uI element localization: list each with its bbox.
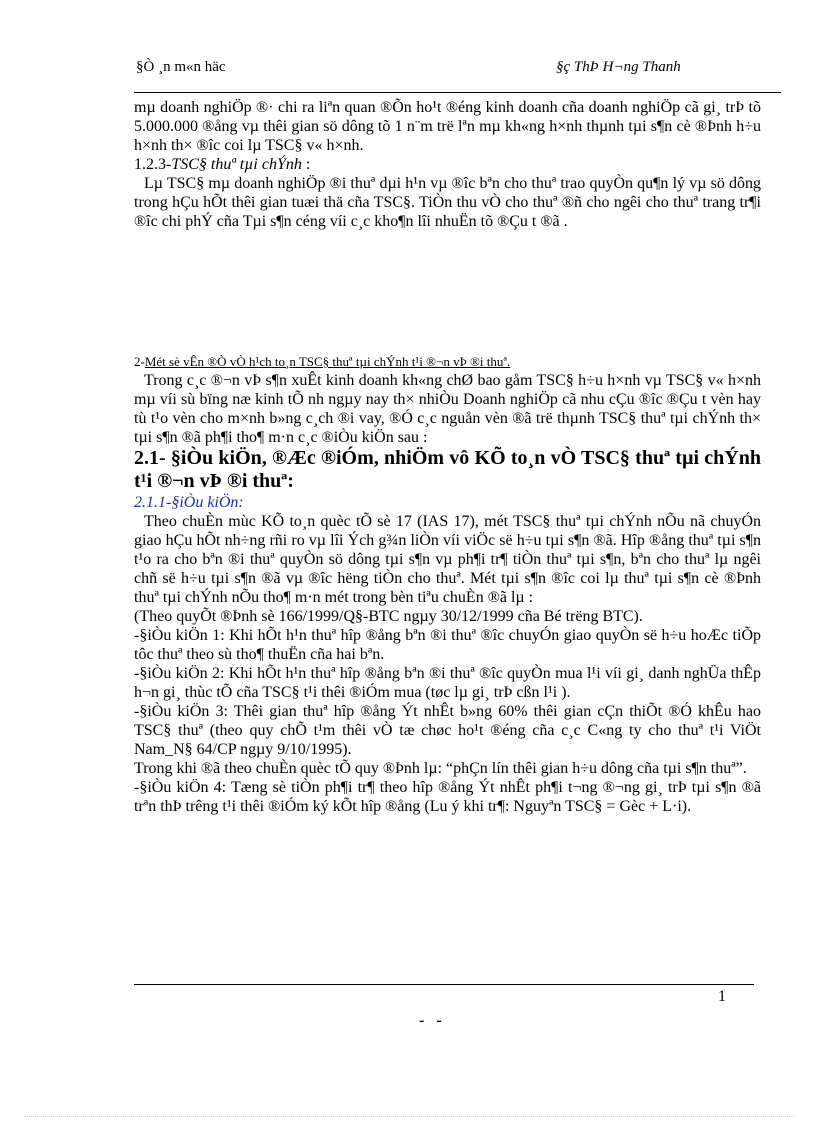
paragraph-definition: Lµ TSC§ mµ doanh nghiÖp ®i thuª dµi h¹n vµ ®îc bªn cho thuª trao quyÒn qu¶n lý vµ sö dông trong hÇu hÕt thêi gian tuæi thä cña TSC§. TiÒn thu vÒ cho thuª ®ñ cho ngêi cho thuª trang tr¶i ®îc chi phÝ cña Tµi s¶n céng víi c¸c kho¶n lîi nhuËn tõ ®Çu t ®ã . — [134, 175, 761, 230]
paragraph-intro: mµ doanh nghiÖp ®· chi ra liªn quan ®Õn ho¹t ®éng kinh doanh cña doanh nghiÖp cã gi¸ trÞ tõ 5.000.000 ®ång vµ thêi gian sö dông tõ 1 n¨m trë lªn mµ kh«ng h×nh thµnh tµi s¶n cè ®Þnh h÷u h×nh th× ®îc coi lµ TSC§ v« h×nh. — [134, 99, 761, 154]
section-2-heading — [134, 352, 761, 371]
heading-tail: : — [301, 156, 311, 173]
page-bottom-dotted-line — [24, 1116, 794, 1117]
heading-title: TSC§ thuª tµi chÝnh — [171, 156, 302, 173]
section-block-2 — [134, 352, 761, 816]
section-2-number: 2- — [134, 354, 145, 369]
paragraph-ias17: Theo chuÈn mùc KÕ to¸n quèc tÕ sè 17 (IAS 17), mét TSC§ thuª tµi chÝnh nÕu nã chuyÓn giao hÇu hÕt nh÷ng rñi ro vµ lîi Ých g¾n liÒn víi viÖc së h÷u tµi s¶n ®ã. Hîp ®ång thuª tµi s¶n t¹o ra cho bªn ®i thuª quyÒn sö dông tµi s¶n vµ ph¶i tr¶ tiÒn thuª tµi s¶n, bªn cho thuª lµ ngêi chñ së h÷u tµi s¶n ®ã vµ ®îc hëng tiÒn cho thuª. Mét tµi s¶n ®îc coi lµ thuª tµi s¶n cè ®Þnh thuª tµi chÝnh nÕu tho¶ m·n mét trong bèn tiªu chuÈn ®ã lµ : — [134, 513, 761, 606]
heading-number: 1.2.3- — [134, 156, 172, 173]
section-block-1 — [134, 98, 761, 231]
paragraph-international: Trong khi ®ã theo chuÈn quèc tÕ quy ®Þnh lµ: “phÇn lín thêi gian h÷u dông cña tµi s¶n thuª”. — [134, 760, 747, 777]
header-left-title: §Ò ¸n m«n häc — [136, 59, 226, 75]
paragraph-decision: (Theo quyÕt ®Þnh sè 166/1999/Q§-BTC ngµy 30/12/1999 cña Bé trëng BTC). — [134, 608, 643, 625]
heading-1-2-3 — [134, 155, 761, 174]
header-rule — [134, 92, 781, 93]
header-author: §ç ThÞ H¬ng Thanh — [556, 59, 681, 75]
page-number: 1 — [718, 988, 726, 1005]
paragraph-section-2: Trong c¸c ®¬n vÞ s¶n xuÊt kinh doanh kh«ng chØ bao gåm TSC§ h÷u h×nh vµ TSC§ v« h×nh mµ víi sù bïng næ kinh tÕ nh ngµy nay th× nhiÒu Doanh nghiÖp cã nhu cÇu ®îc ®Çu t vèn hay tù t¹o vèn cho m×nh b»ng c¸ch ®i vay, ®Ó c¸c nguån vèn ®ã trë thµnh TSC§ thuª tµi chÝnh th× tµi s¶n ®ã ph¶i tho¶ m·n c¸c ®iÒu kiÖn sau : — [134, 372, 761, 446]
heading-2-1: 2.1- §iÒu kiÖn, ®Æc ®iÓm, nhiÖm vô KÕ to¸n vÒ TSC§ thuª tµi chÝnh t¹i ®¬n vÞ ®i thuª: — [134, 447, 761, 492]
condition-3: -§iÒu kiÖn 3: Thêi gian thuª hîp ®ång Ýt nhÊt b»ng 60% thêi gian cÇn thiÕt ®Ó khÊu hao TSC§ thuª (theo quy chÕ t¹m thêi vÒ tæ chøc ho¹t ®éng cña c¸c C«ng ty cho thuª t¹i ViÖt Nam_N§ 64/CP ngµy 9/10/1995). — [134, 703, 761, 758]
condition-2: -§iÒu kiÖn 2: Khi hÕt h¹n thuª hîp ®ång bªn ®i thuª ®îc quyÒn mua l¹i víi gi¸ danh nghÜa thÊp h¬n gi¸ thùc tÕ cña TSC§ t¹i thêi ®iÓm mua (tøc lµ gi¸ trÞ cßn l¹i ). — [134, 665, 761, 701]
heading-2-1-1: 2.1.1-§iÒu kiÖn: — [134, 494, 244, 511]
footer-rule — [134, 984, 754, 985]
condition-4: -§iÒu kiÖn 4: Tæng sè tiÒn ph¶i tr¶ theo hîp ®ång Ýt nhÊt ph¶i t¬ng ®¬ng gi¸ trÞ tµi s¶n ®ã trªn thÞ trêng t¹i thêi ®iÓm ký kÕt hîp ®ång (Lu ý khi tr¶: Nguyªn TSC§ = Gèc + L·i). — [134, 779, 761, 815]
condition-1: -§iÒu kiÖn 1: Khi hÕt h¹n thuª hîp ®ång bªn ®i thuª ®îc chuyÓn giao quyÒn së h÷u hoÆc tiÕp tôc thuª theo sù tho¶ thuËn cña hai bªn. — [134, 627, 761, 663]
section-2-title: Mét sè vÊn ®Ò vÒ h¹ch to¸n TSC§ thuª tµi chÝnh t¹i ®¬n vÞ ®i thuª. — [144, 354, 511, 369]
footer-dashes: - - — [419, 1012, 446, 1029]
